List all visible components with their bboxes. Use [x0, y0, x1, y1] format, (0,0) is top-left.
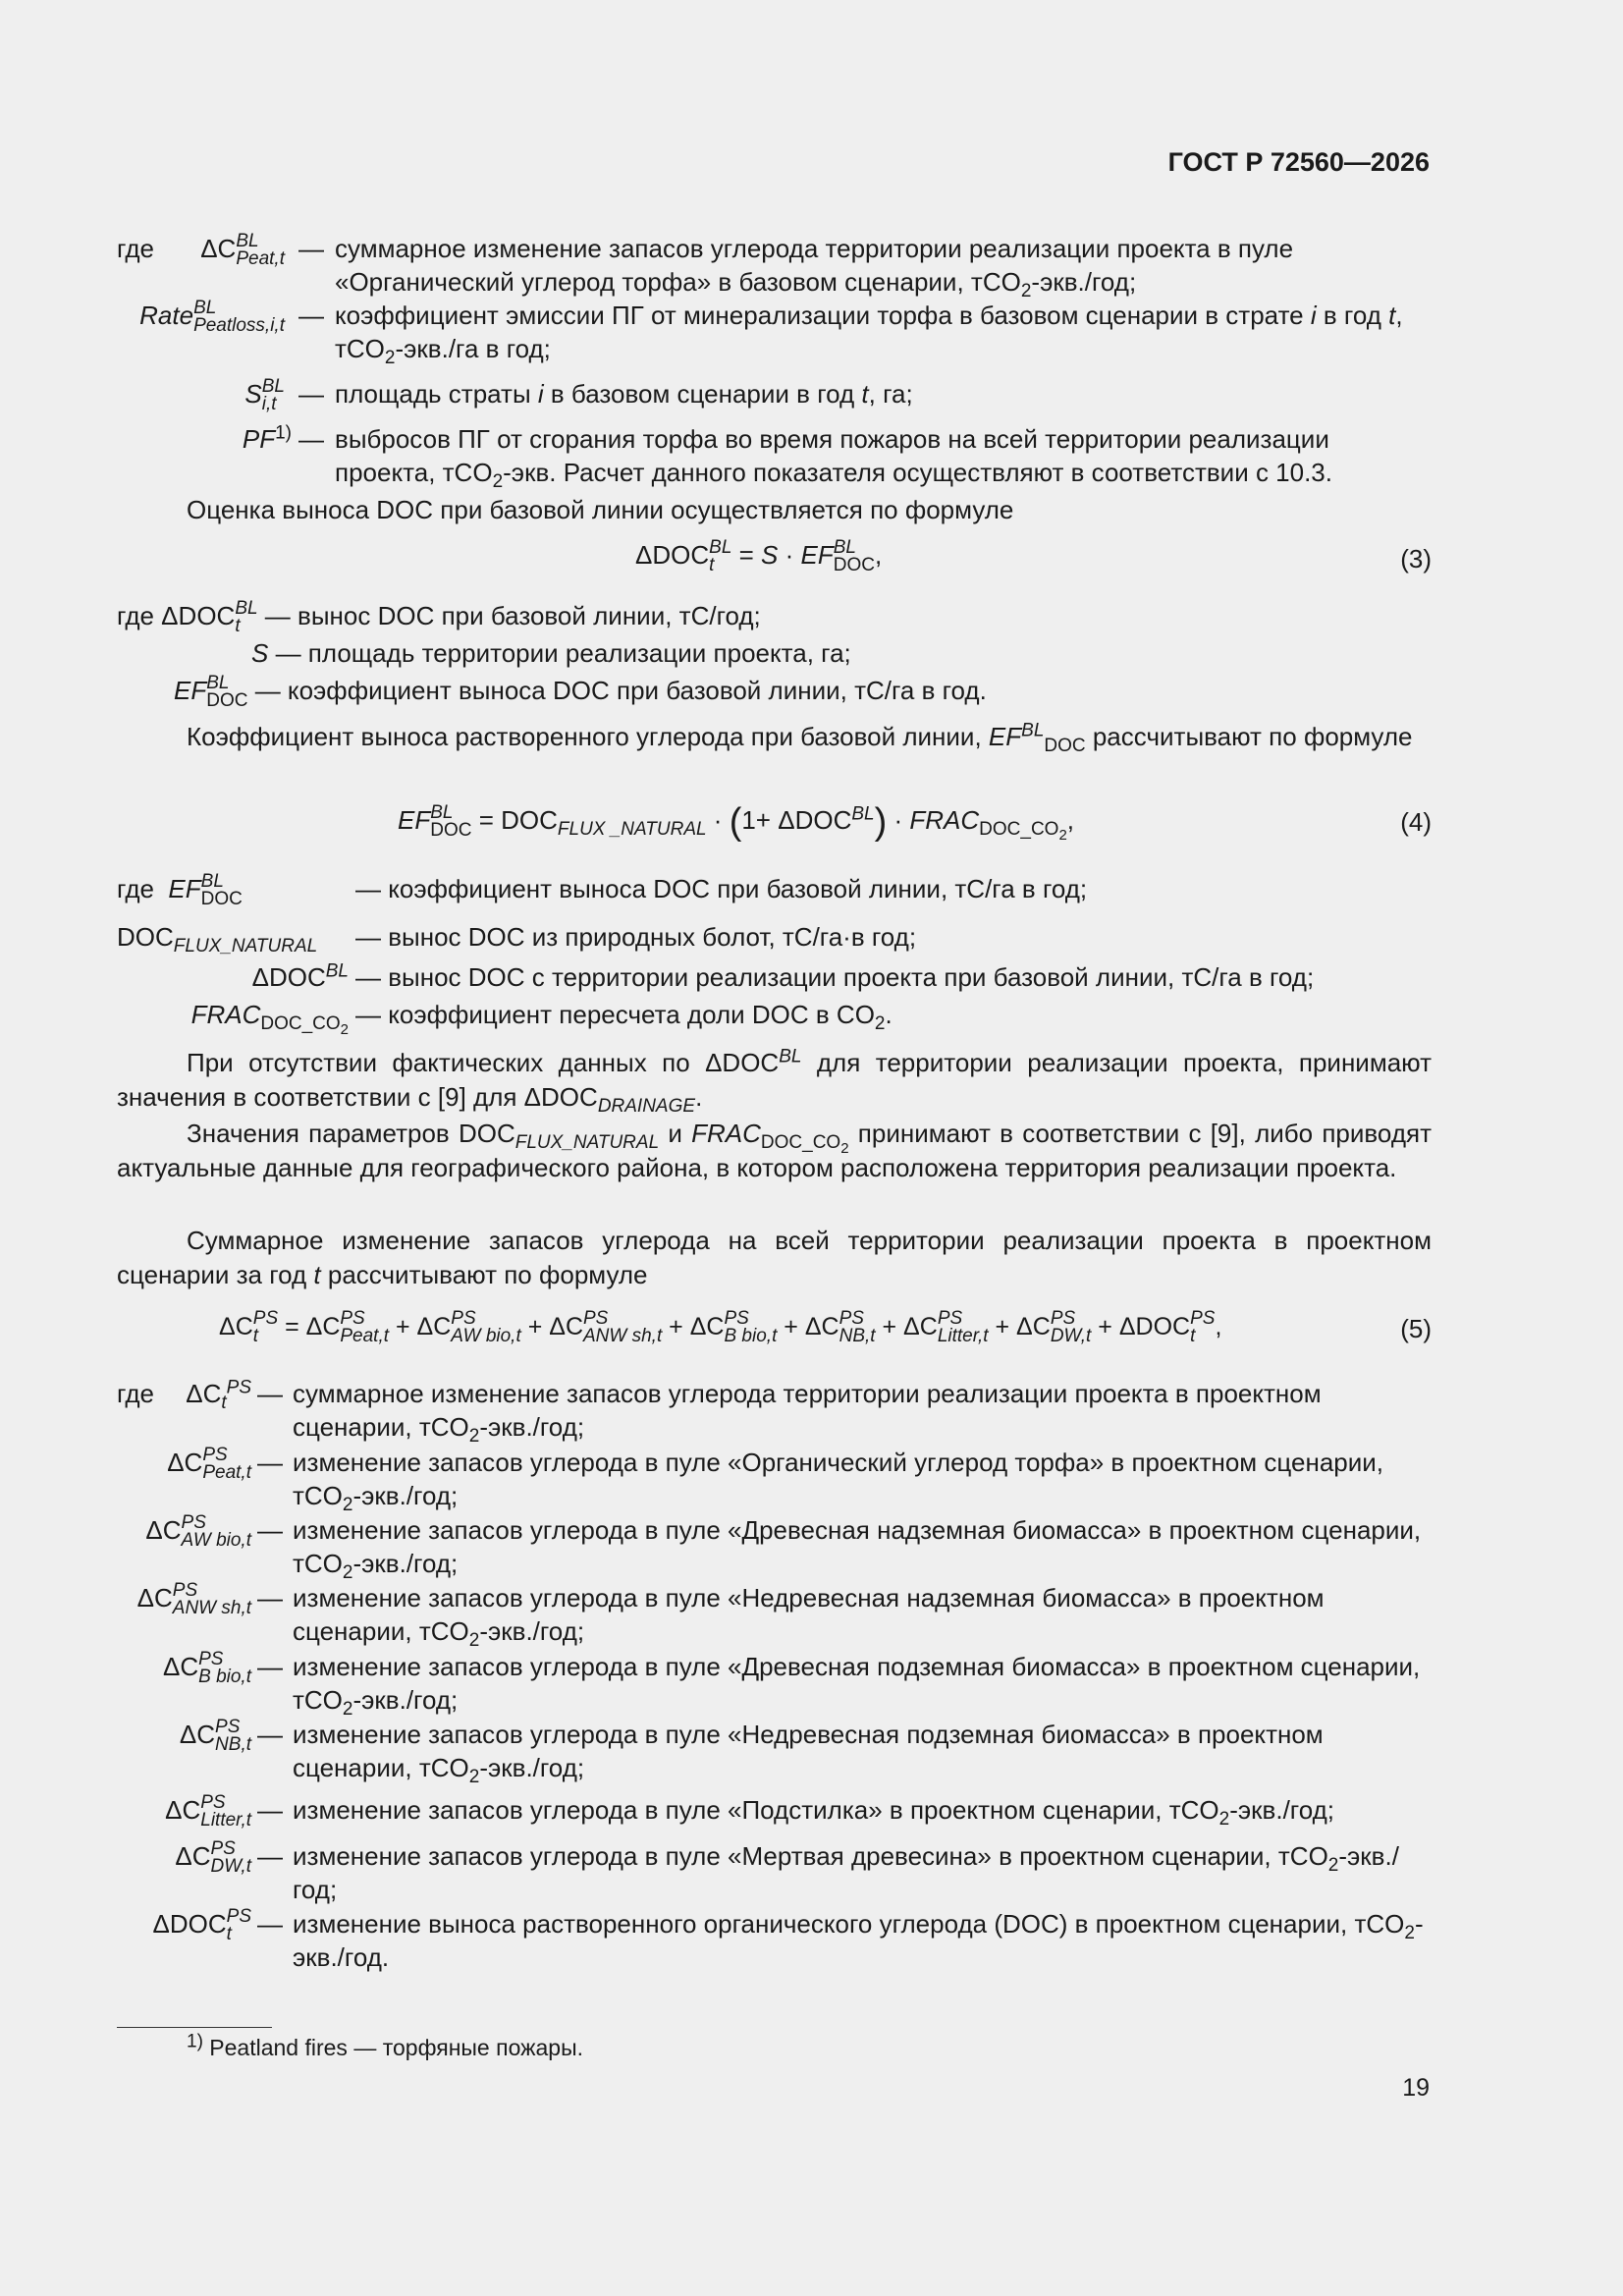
definition-text: суммарное изменение запасов углерода территории реализации проекта в пуле «Органический углерод торфа» в базовом сценарии, тCO$_2$-экв./год;: [335, 234, 1294, 302]
footnote-text: Peatland fires — торфяные пожары.: [209, 2035, 583, 2060]
definition-text: изменение запасов углерода в пуле «Недревесная надземная биомасса» в проектном сценарии, тCO$_2$-экв./год;: [293, 1583, 1325, 1652]
definition-s: S — площадь территории реализации проекта, га;: [251, 638, 851, 668]
definition-text: изменение запасов углерода в пуле «Мертвая древесина» в проектном сценарии, тCO$_2$-экв./год;: [293, 1841, 1399, 1904]
paragraph-values: Значения параметров $DOC_{FLUX\_NATURAL}$ и $FRAC_{DOC\_CO_2}$ принимают в соответствии с [9], либо приводят актуальные данные для географического района, в котором расположена территория реализации проекта.: [117, 1119, 1432, 1182]
symbol-delta-doc-bl: $\Delta DOC^{BL}$: [251, 960, 349, 992]
definition-dash: —: [257, 1652, 283, 1681]
definition-text: изменение запасов углерода в пуле «Недревесная подземная биомасса» в проектном сценарии, тCO$_2$-экв./год;: [293, 1720, 1324, 1788]
symbol-frac: $FRAC_{DOC\_CO_2}$: [190, 1000, 349, 1038]
equation-3: ΔDOC BL t = S · EF BL DOC ,: [635, 537, 883, 576]
document-header: ГОСТ Р 72560—2026: [1167, 147, 1430, 177]
symbol-delta-c-peat-ps: ΔC PS Peat,t: [167, 1445, 251, 1484]
symbol-delta-c-dw: ΔC PS DW,t: [175, 1838, 251, 1878]
definition-dash: —: [298, 379, 324, 409]
definition-dash: —: [257, 1583, 283, 1613]
definition-dash: —: [257, 1795, 283, 1825]
definition-dash: —: [257, 1448, 283, 1477]
symbol-s-bl: S BL i,t: [244, 376, 285, 415]
definition-text: площадь страты i в базовом сценарии в год t, га;: [335, 379, 913, 409]
definition-dash: —: [257, 1909, 283, 1939]
where-label: где EF BL DOC: [117, 871, 243, 910]
equation-4-number: (4): [1400, 807, 1432, 837]
footnote-separator: [117, 2027, 272, 2028]
definition-text: выбросов ПГ от сгорания торфа во время пожаров на всей территории реализации проекта, тCO$_2$-экв. Расчет данного показателя осуществляют в соответствии с 10.3.: [335, 424, 1332, 493]
definition-dash: —: [298, 301, 324, 330]
definition-ef-doc: EF BL DOC — коэффициент выноса DOC при базовой линии, тС/га в год.: [174, 673, 987, 712]
definition-text: — коэффициент выноса DOC при базовой линии, тС/га в год;: [355, 874, 1088, 903]
paragraph-total: Суммарное изменение запасов углерода на всей территории реализации проекта в проектном сценарии за год t рассчитывают по формуле: [117, 1226, 1432, 1289]
definition-dash: —: [257, 1379, 283, 1408]
where-label: где: [117, 234, 154, 263]
definition-text: изменение выноса растворенного органического углерода (DOC) в проектном сценарии, тCO$_2$-экв./год.: [293, 1909, 1424, 1972]
definition-text: изменение запасов углерода в пуле «Подстилка» в проектном сценарии, тCO$_2$-экв./год;: [293, 1795, 1334, 1831]
equation-5-number: (5): [1400, 1314, 1432, 1343]
paragraph-doc-intro: Оценка выноса DOC при базовой линии осуществляется по формуле: [187, 495, 1014, 524]
page-number: 19: [1402, 2074, 1430, 2102]
equation-3-number: (3): [1400, 544, 1432, 574]
definition-text: изменение запасов углерода в пуле «Органический углерод торфа» в проектном сценарии, тCO$_2$-экв./год;: [293, 1448, 1384, 1516]
definition-text: — вынос DOC из природных болот, тС/га·в год;: [355, 922, 917, 952]
definition-dash: —: [257, 1515, 283, 1545]
definition-text: суммарное изменение запасов углерода территории реализации проекта в проектном сценарии, тCO$_2$-экв./год;: [293, 1379, 1322, 1448]
paragraph-coef: Коэффициент выноса растворенного углерода при базовой линии, $EF^{BL}_{DOC}$ рассчитывают по формуле: [187, 720, 1413, 757]
definition-dash: —: [257, 1720, 283, 1749]
symbol-delta-c-aw-bio: ΔC PS AW bio,t: [145, 1512, 251, 1552]
paragraph-absent: При отсутствии фактических данных по $\Delta DOC^{BL}$ для территории реализации проекта, принимают значения в соответствии с [9] для $\Delta DOC_{DRAINAGE}$.: [117, 1046, 1433, 1118]
where-label: где ΔDOC BL t — вынос DOC при базовой линии, тС/год;: [117, 598, 761, 637]
symbol-pf: PF$^{1)}$: [242, 422, 292, 454]
where-label: где: [117, 1379, 154, 1408]
symbol-delta-c-b-bio: ΔC PS B bio,t: [162, 1649, 251, 1688]
symbol-doc-flux: $DOC_{FLUX\_NATURAL}$: [117, 922, 318, 957]
symbol-delta-c-nb: ΔC PS NB,t: [179, 1717, 251, 1756]
footnote: [187, 2033, 583, 2062]
symbol-delta-c-anw-sh: ΔC PS ANW sh,t: [136, 1580, 251, 1619]
definition-dash: —: [257, 1841, 283, 1871]
symbol-delta-c-t-ps: $\Delta C_t^{PS}$: [186, 1377, 251, 1414]
footnote-mark: 1): [187, 2031, 203, 2052]
definition-dash: —: [298, 424, 324, 454]
symbol-delta-doc-ps: ΔDOC PS t: [152, 1906, 251, 1945]
equation-5: ΔC PS t = ΔC PS Peat,t + ΔC PS AW bio,t + ΔC PS ANW sh,t + ΔC PS B bio,t + ΔC PS NB,t + ΔC PS Litter,t + ΔC PS DW,t + ΔDOC PS t ,: [219, 1308, 1222, 1347]
definition-text: изменение запасов углерода в пуле «Древесная подземная биомасса» в проектном сценарии, тCO$_2$-экв./год;: [293, 1652, 1421, 1721]
definition-text: — вынос DOC с территории реализации проекта при базовой линии, тС/га в год;: [355, 962, 1315, 992]
symbol-rate-peatloss: Rate BL Peatloss,i,t: [139, 298, 285, 337]
definition-text: — коэффициент пересчета доли DOC в $CO_2$.: [355, 1000, 893, 1035]
equation-4: EF BL DOC = $DOC_{FLUX \_NATURAL} \cdot (1+ \Delta DOC^{BL})$ · $FRAC_{DOC\_CO_2}$,: [398, 801, 1075, 844]
definition-text: изменение запасов углерода в пуле «Древесная надземная биомасса» в проектном сценарии, тCO$_2$-экв./год;: [293, 1515, 1422, 1584]
definition-text: коэффициент эмиссии ПГ от минерализации торфа в базовом сценарии в страте i в год t, тCO$_2$-экв./га в год;: [335, 301, 1403, 369]
symbol-delta-c-peat-bl: ΔC BL Peat,t: [200, 231, 285, 270]
definition-dash: —: [298, 234, 324, 263]
symbol-delta-c-litter: ΔC PS Litter,t: [165, 1792, 251, 1831]
